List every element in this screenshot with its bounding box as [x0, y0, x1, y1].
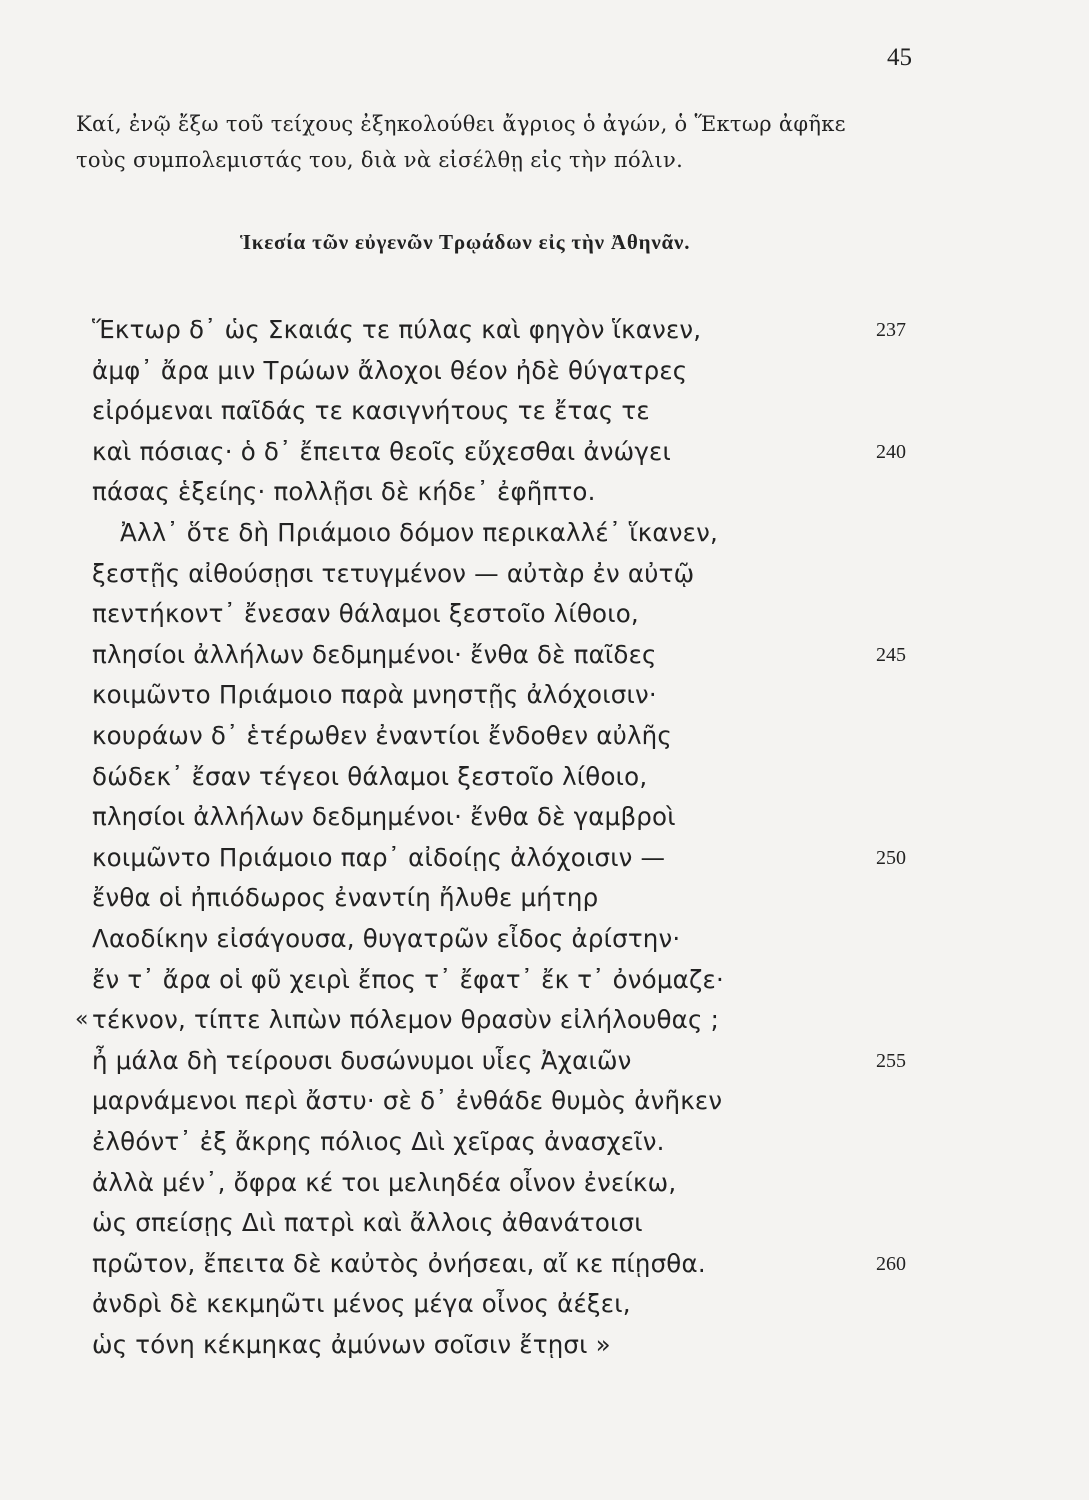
verse-line	[0, 797, 1089, 837]
verse-text: εἰρόμεναι παῖδάς τε κασιγνήτους τε ἔτας τε	[92, 396, 650, 425]
verse-line	[0, 1041, 1089, 1081]
verse-text: πρῶτον, ἔπειτα δὲ καὐτὸς ὀνήσεαι, αἴ κε πίῃσθα.	[92, 1249, 706, 1278]
verse-text: ἔνθα οἱ ἠπιόδωρος ἐναντίη ἤλυθε μήτηρ	[92, 883, 599, 912]
verse-line	[0, 1163, 1089, 1203]
verse-text: Ἀλλ᾽ ὅτε δὴ Πριάμοιο δόμον περικαλλέ᾽ ἵκανεν,	[120, 518, 718, 547]
verse-text: κουράων δ᾽ ἑτέρωθεν ἐναντίοι ἔνδοθεν αὐλῆς	[92, 721, 672, 750]
verse-text: ἀλλὰ μέν᾽, ὄφρα κέ τοι μελιηδέα οἶνον ἐνείκω,	[92, 1168, 677, 1197]
verse-text: ξεστῇς αἰθούσῃσι τετυγμένον — αὐτὰρ ἐν αὐτῷ	[92, 559, 695, 588]
verse-line	[0, 594, 1089, 634]
section-heading: Ἱκεσία τῶν εὐγενῶν Τρῳάδων εἰς τὴν Ἀθηνᾶν.	[240, 230, 691, 254]
verse-line	[0, 472, 1089, 512]
page-number: 45	[887, 44, 912, 71]
verse-line	[0, 391, 1089, 431]
verse-text: καὶ πόσιας· ὁ δ᾽ ἔπειτα θεοῖς εὔχεσθαι ἀνώγει	[92, 437, 671, 466]
verse-line-number: 237	[876, 319, 906, 341]
verse-text: ἀνδρὶ δὲ κεκμηῶτι μένος μέγα οἶνος ἀέξει,	[92, 1289, 631, 1318]
verse-line	[0, 675, 1089, 715]
verse-line-number: 260	[876, 1253, 906, 1275]
verse-line	[0, 1122, 1089, 1162]
verse-text: πάσας ἑξείης· πολλῇσι δὲ κήδε᾽ ἐφῆπτο.	[92, 477, 596, 506]
intro-line: Καί, ἐνῷ ἔξω τοῦ τείχους ἐξηκολούθει ἄγριος ὁ ἀγών, ὁ Ἕκτωρ ἀφῆκε	[76, 112, 846, 136]
verse-text: πεντήκοντ᾽ ἔνεσαν θάλαμοι ξεστοῖο λίθοιο,	[92, 599, 639, 628]
verse-line-number: 255	[876, 1050, 906, 1072]
verse-text: πλησίοι ἀλλήλων δεδμημένοι· ἔνθα δὲ παῖδες	[92, 640, 657, 669]
verse-line	[0, 1081, 1089, 1121]
verse-text: ὡς σπείσῃς Διὶ πατρὶ καὶ ἄλλοις ἀθανάτοισι	[92, 1208, 643, 1237]
verse-text: πλησίοι ἀλλήλων δεδμημένοι· ἔνθα δὲ γαμβροὶ	[92, 802, 676, 831]
verse-line	[0, 1325, 1089, 1365]
intro-paragraph	[76, 106, 956, 178]
verse-text: ὡς τόνη κέκμηκας ἀμύνων σοῖσιν ἔτῃσι »	[92, 1330, 611, 1359]
verse-line	[0, 635, 1089, 675]
verse-text: ἐλθόντ᾽ ἐξ ἄκρης πόλιος Διὶ χεῖρας ἀνασχεῖν.	[92, 1127, 665, 1156]
verse-line	[0, 432, 1089, 472]
verse-line	[0, 351, 1089, 391]
verse-line-number: 240	[876, 441, 906, 463]
verse-line	[0, 1244, 1089, 1284]
verse-line	[0, 513, 1089, 553]
verse-line	[0, 919, 1089, 959]
verse-text: δώδεκ᾽ ἔσαν τέγεοι θάλαμοι ξεστοῖο λίθοιο,	[92, 762, 648, 791]
verse-line	[0, 716, 1089, 756]
verse-line	[0, 554, 1089, 594]
verse-line	[0, 838, 1089, 878]
verse-text: κοιμῶντο Πριάμοιο παρ᾽ αἰδοίῃς ἀλόχοισιν —	[92, 843, 666, 872]
verse-line	[0, 1284, 1089, 1324]
verse-line	[0, 1203, 1089, 1243]
verse-line	[0, 1000, 1089, 1040]
verse-text: Λαοδίκην εἰσάγουσα, θυγατρῶν εἶδος ἀρίστην·	[92, 924, 681, 953]
verse-line	[0, 310, 1089, 350]
verse-line	[0, 960, 1089, 1000]
verse-line-number: 245	[876, 644, 906, 666]
opening-quote-mark: «	[75, 1007, 89, 1032]
verse-line	[0, 878, 1089, 918]
verse-text: Ἕκτωρ δ᾽ ὡς Σκαιάς τε πύλας καὶ φηγὸν ἵκανεν,	[92, 315, 702, 344]
verse-line	[0, 757, 1089, 797]
verse-text: κοιμῶντο Πριάμοιο παρὰ μνηστῇς ἀλόχοισιν·	[92, 680, 657, 709]
verse-text: μαρνάμενοι περὶ ἄστυ· σὲ δ᾽ ἐνθάδε θυμὸς ἀνῆκεν	[92, 1086, 723, 1115]
verse-line-number: 250	[876, 847, 906, 869]
verse-text: τέκνον, τίπτε λιπὼν πόλεμον θρασὺν εἰλήλουθας ;	[92, 1005, 720, 1034]
verse-text: ἦ μάλα δὴ τείρουσι δυσώνυμοι υἷες Ἀχαιῶν	[92, 1046, 632, 1075]
intro-line: τοὺς συμπολεμιστάς του, διὰ νὰ εἰσέλθῃ εἰς τὴν πόλιν.	[76, 148, 684, 172]
verse-text: ἀμφ᾽ ἄρα μιν Τρώων ἄλοχοι θέον ἠδὲ θύγατρες	[92, 356, 688, 385]
verse-text: ἔν τ᾽ ἄρα οἱ φῦ χειρὶ ἔπος τ᾽ ἔφατ᾽ ἔκ τ᾽ ὀνόμαζε·	[92, 965, 724, 994]
